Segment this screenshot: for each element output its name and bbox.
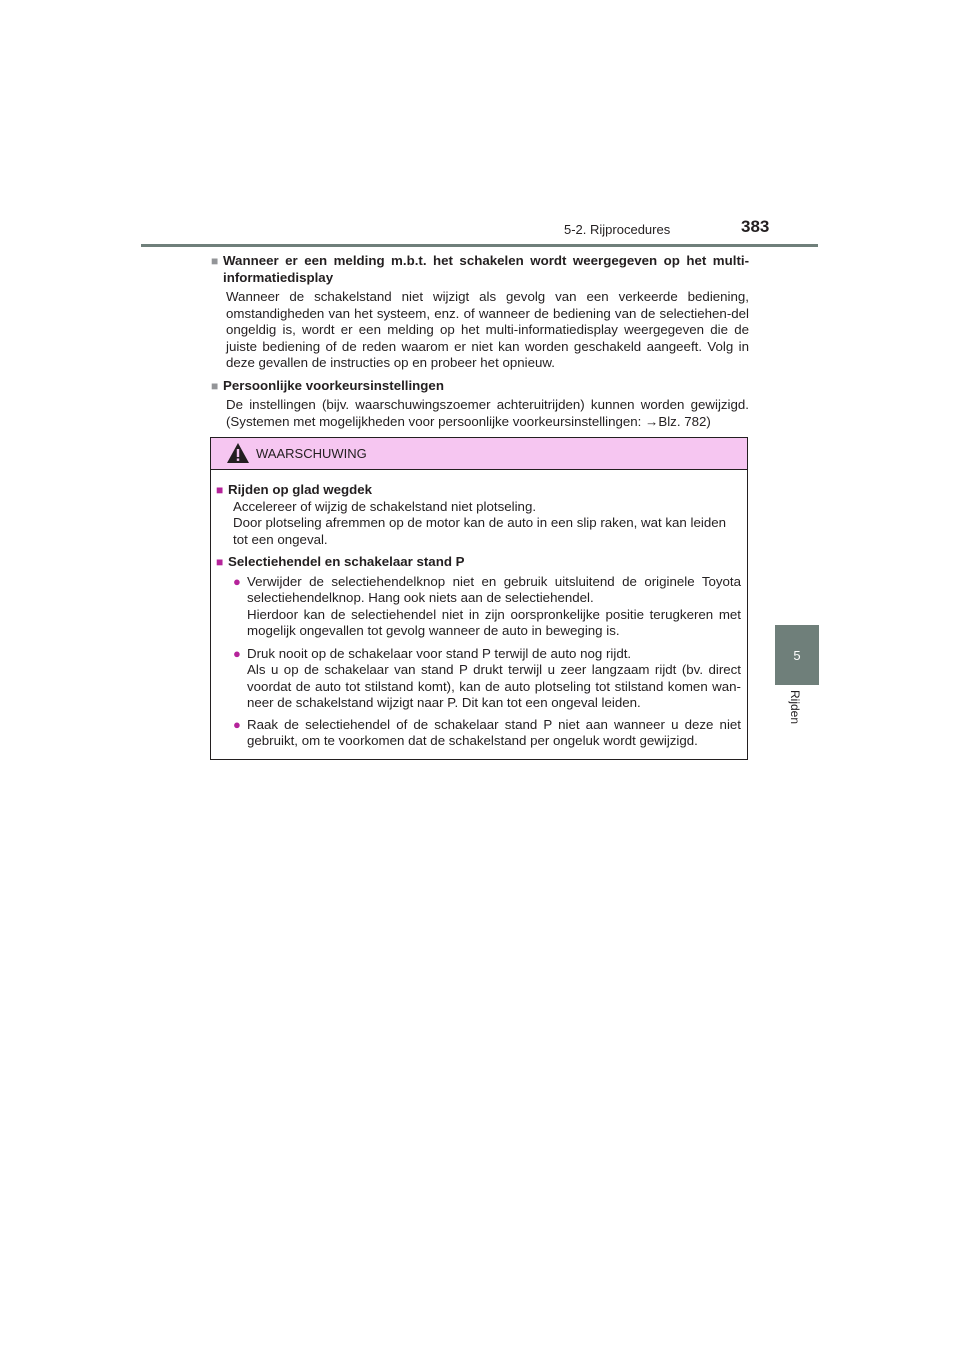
- warning-title: WAARSCHUWING: [256, 446, 367, 461]
- warning-section-heading: Selectiehendel en schakelaar stand P: [228, 554, 465, 569]
- square-bullet-icon: ■: [216, 555, 224, 569]
- warning-section-slippery: [216, 482, 741, 548]
- bullet-text: Raak de selectiehendel of de schakelaar stand P niet aan wanneer u deze niet gebruikt, om te voorkomen dat de schakelstand per ongeluk wordt gewijzigd.: [247, 716, 741, 748]
- section-heading: Persoonlijke voorkeursinstellingen: [223, 377, 444, 393]
- section-heading: Wanneer er een melding m.b.t. het schakelen wordt weergegeven op het multi-informatiedisplay: [223, 253, 749, 285]
- warning-box: [210, 437, 748, 760]
- warning-header: [211, 438, 747, 470]
- main-content: [211, 253, 749, 436]
- bullet-text: Hierdoor kan de selectiehendel niet in zijn oorspronkelijke positie terugkeren met mogelijk ongevallen tot gevolg wanneer de auto in beweging is.: [247, 606, 741, 638]
- warning-section-selector: [216, 554, 741, 750]
- warning-body: [211, 470, 747, 750]
- section-shift-message: [211, 253, 749, 372]
- bullet-text: Druk nooit op de schakelaar voor stand P terwijl de auto nog rijdt.: [247, 645, 632, 661]
- warning-bullet: [216, 574, 741, 640]
- warning-line: Accelereer of wijzig de schakelstand niet plotseling.: [233, 498, 537, 514]
- section-body: Wanneer de schakelstand niet wijzigt als gevolg van een verkeerde bediening, omstandigheden van het systeem, enz. of wanneer de bediening van de selectiehen-del ongeldig is, wordt er een melding op het multi-informatiedisplay weergegeven die de juiste bediening of de reden waarom er niet kan worden geschakeld aangeeft. Volg in deze gevallen de instructies op en probeer het opnieuw.: [226, 289, 749, 370]
- square-bullet-icon: ■: [211, 378, 219, 393]
- square-bullet-icon: ■: [216, 483, 224, 497]
- chapter-label: Rijden: [788, 690, 802, 725]
- section-title: 5-2. Rijprocedures: [564, 222, 671, 237]
- bullet-text: Verwijder de selectiehendelknop niet en gebruik uitsluitend de originele Toyota selectiehendelknop. Hang ook niets aan de selectiehendel.: [247, 573, 741, 605]
- circle-bullet-icon: ●: [233, 716, 241, 732]
- warning-section-heading: Rijden op glad wegdek: [228, 482, 373, 497]
- section-personal-settings: [211, 378, 749, 431]
- circle-bullet-icon: ●: [233, 573, 241, 589]
- bullet-text: Als u op de schakelaar van stand P drukt terwijl u zeer langzaam rijdt (bv. direct voordat de auto tot stilstand komt), kan de auto plotseling tot stilstand komen wan-neer de schakelstand wijzigt naar P. Dit kan tot een ongeval leiden.: [247, 662, 741, 710]
- header-divider: [141, 244, 818, 247]
- page-number: 383: [741, 217, 770, 236]
- section-body: De instellingen (bijv. waarschuwingszoemer achteruitrijden) kunnen worden gewijzigd. (Systemen met mogelijkheden voor persoonlijke voorkeursinstellingen: →Blz. 782): [226, 397, 749, 429]
- chapter-number: 5: [793, 647, 801, 663]
- warning-bullet: [216, 717, 741, 750]
- warning-triangle-icon: [226, 442, 250, 464]
- chapter-tab: [775, 625, 819, 685]
- warning-line: Door plotseling afremmen op de motor kan de auto in een slip raken, wat kan leiden tot een ongeval.: [233, 515, 727, 547]
- warning-bullet: [216, 646, 741, 712]
- square-bullet-icon: ■: [211, 254, 219, 268]
- circle-bullet-icon: ●: [233, 645, 241, 661]
